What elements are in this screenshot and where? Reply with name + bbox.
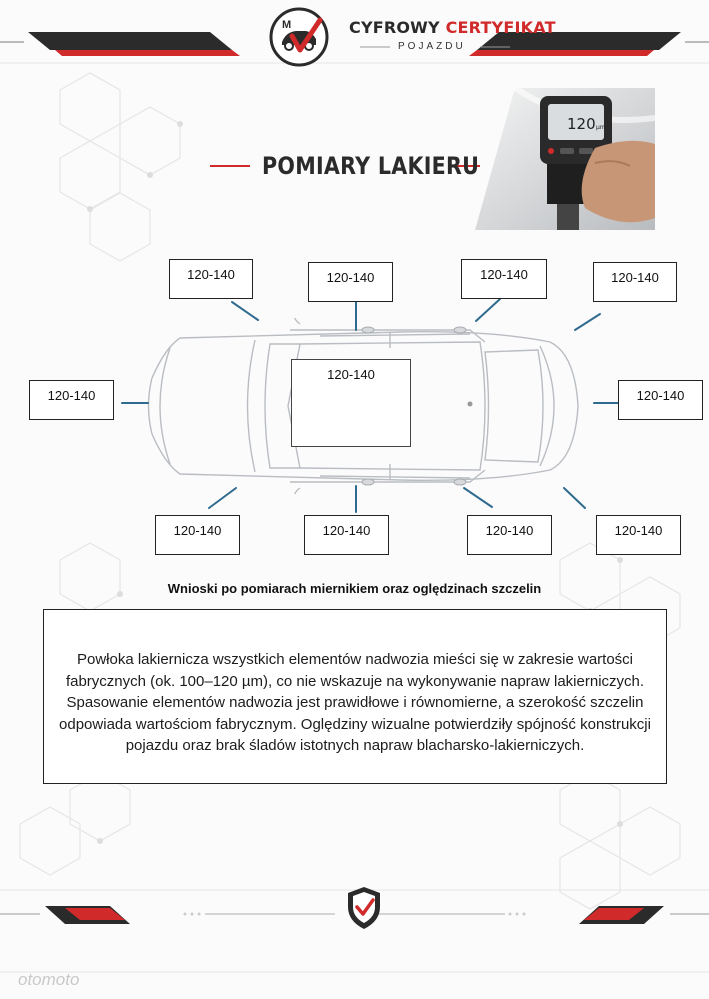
conclusion-title: Wnioski po pomiarach miernikiem oraz oględzinach szczelin bbox=[167, 581, 542, 596]
measurement-box-rear: 120-140 bbox=[618, 380, 703, 420]
measurement-box-top-center-right: 120-140 bbox=[461, 259, 547, 299]
measurement-box-bottom-center-left: 120-140 bbox=[304, 515, 389, 555]
gauge-value: 120 bbox=[567, 115, 596, 133]
conclusion-text: Powłoka lakiernicza wszystkich elementów nadwozia mieści się w zakresie wartości fabrycznych (ok. 100–120 µm), co nie wskazuje na wykonywanie napraw lakierniczych. Spasowanie elementów nadwozia jest prawidłowe i równomierne, a szerokość szczelin odpowiada wartościom fabrycznym. Oględziny wizualne potwierdziły spójność konstrukcji pojazdu oraz brak śladów istotnych napraw blacharsko-lakierniczych. bbox=[59, 651, 651, 754]
measurement-box-bottom-center-right: 120-140 bbox=[467, 515, 552, 555]
measurement-box-bottom-right: 120-140 bbox=[596, 515, 681, 555]
gauge-unit: µm bbox=[596, 124, 606, 131]
shield-check-icon bbox=[346, 885, 382, 931]
measurement-box-roof: 120-140 bbox=[291, 359, 411, 447]
measurement-box-top-right: 120-140 bbox=[593, 262, 677, 302]
logo-letter: M bbox=[282, 19, 292, 31]
measurement-box-top-center-left: 120-140 bbox=[308, 262, 393, 302]
measurement-box-top-left: 120-140 bbox=[169, 259, 253, 299]
brand-subtitle: POJAZDU bbox=[398, 41, 466, 52]
measurement-box-front: 120-140 bbox=[29, 380, 114, 420]
brand-name-part1: CYFROWY bbox=[349, 18, 446, 37]
page-title: POMIARY LAKIERU bbox=[262, 152, 480, 180]
measurement-box-bottom-left: 120-140 bbox=[155, 515, 240, 555]
watermark: otomoto bbox=[18, 970, 80, 989]
brand-name-part2: CERTYFIKAT bbox=[445, 18, 556, 37]
